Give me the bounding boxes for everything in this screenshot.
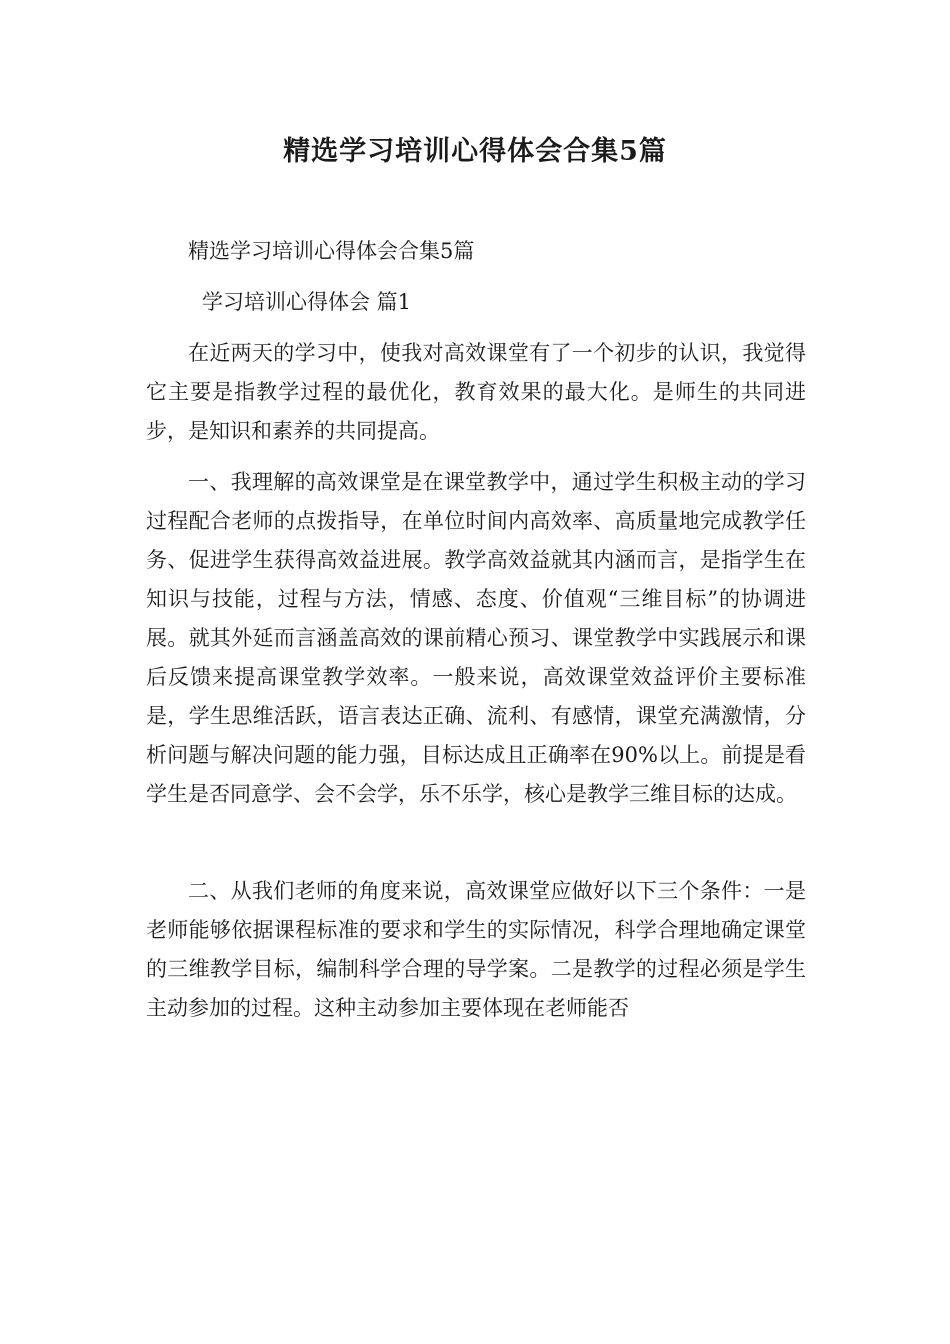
paragraph: 一、我理解的高效课堂是在课堂教学中，通过学生积极主动的学习过程配合老师的点拨指导，在单位时间内高效率、高质量地完成教学任务、促进学生获得高效益进展。教学高效益就其内涵而言，是指学生在知识与技能，过程与方法，情感、态度、价值观“三维目标”的协调进展。就其外延而言涵盖高效的课前精心预习、课堂教学中实践展示和课后反馈来提高课堂教学效率。一般来说，高效课堂效益评价主要标准是，学生思维活跃，语言表达正确、流利、有感情，课堂充满激情，分析问题与解决问题的能力强，目标达成且正确率在90%以上。前提是看学生是否同意学、会不会学，乐不乐学，核心是教学三维目标的达成。 [146, 470, 806, 806]
paragraph: 在近两天的学习中，使我对高效课堂有了一个初步的认识，我觉得它主要是指教学过程的最优化，教育效果的最大化。是师生的共同进步，是知识和素养的共同提高。 [146, 341, 806, 443]
paragraph: 二、从我们老师的角度来说，高效课堂应做好以下三个条件：一是老师能够依据课程标准的要求和学生的实际情况，科学合理地确定课堂的三维教学目标，编制科学合理的导学案。二是教学的过程必须是学生主动参加的过程。这种主动参加主要体现在老师能否 [146, 879, 806, 1020]
paragraph-heading: 精选学习培训心得体会合集5篇 [188, 239, 475, 263]
section-heading: 学习培训心得体会 篇1 [202, 290, 412, 314]
document-title: 精选学习培训心得体会合集5篇 [283, 136, 667, 167]
document-body [146, 232, 806, 1040]
